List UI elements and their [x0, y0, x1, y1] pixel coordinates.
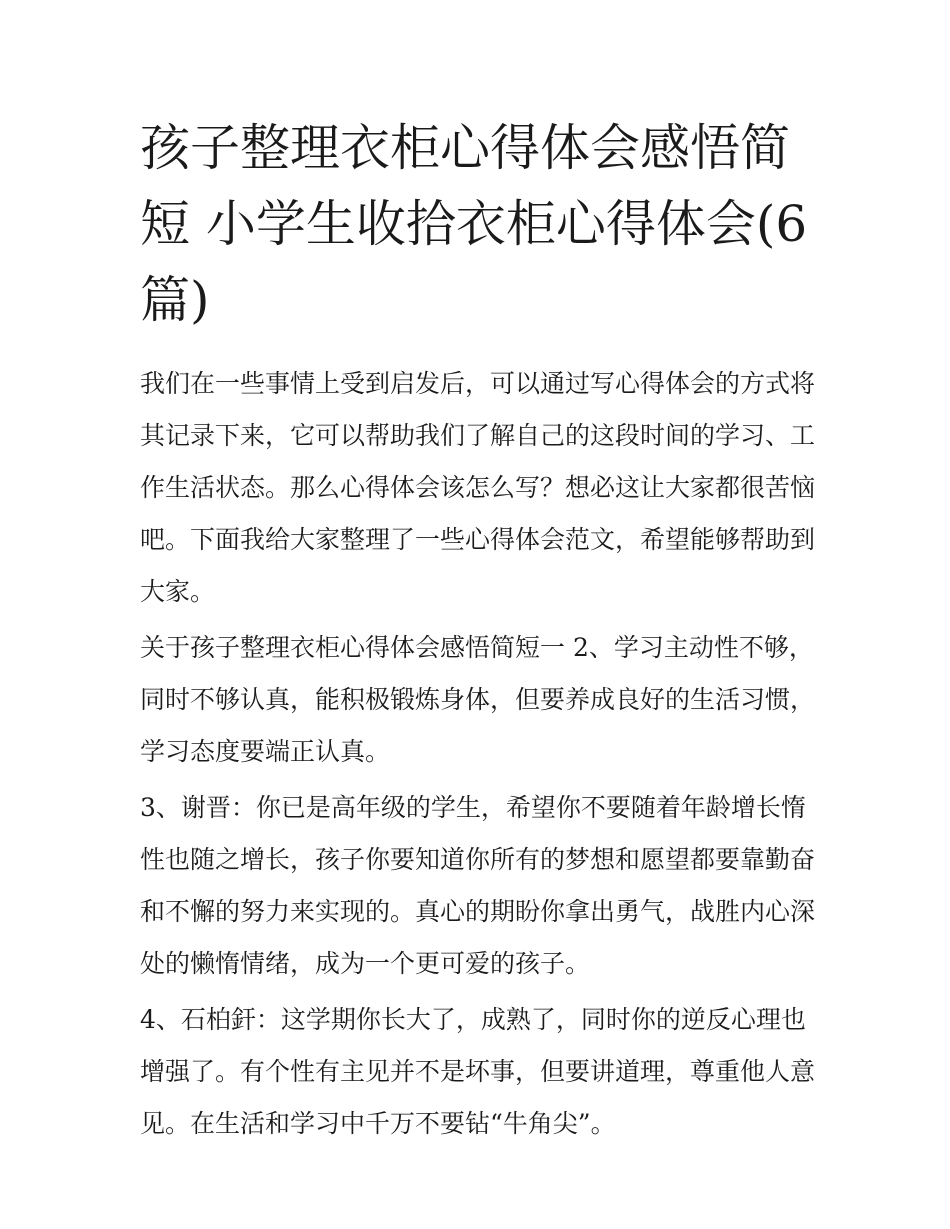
- paragraph-item-3: 3、谢晋：你已是高年级的学生，希望你不要随着年龄增长惰性也随之增长，孩子你要知道你所有的梦想和愿望都要靠勤奋和不懈的努力来实现的。真心的期盼你拿出勇气，战胜内心深处的懒惰情绪，成为一个更可爱的孩子。: [140, 793, 816, 978]
- paragraph-section-1: 关于孩子整理衣柜心得体会感悟简短一 2、学习主动性不够，同时不够认真，能积极锻炼身体，但要养成良好的生活习惯，学习态度要端正认真。: [140, 633, 816, 766]
- document-title: 孩子整理衣柜心得体会感悟简短 小学生收拾衣柜心得体会(6篇): [140, 119, 808, 329]
- document-body: [140, 358, 820, 1154]
- paragraph-item-4: 4、石柏釬：这学期你长大了，成熟了，同时你的逆反心理也增强了。有个性有主见并不是坏事，但要讲道理，尊重他人意见。在生活和学习中千万不要钻“牛角尖”。: [140, 1005, 816, 1138]
- paragraph-intro: 我们在一些事情上受到启发后，可以通过写心得体会的方式将其记录下来，它可以帮助我们了解自己的这段时间的学习、工作生活状态。那么心得体会该怎么写？想必这让大家都很苦恼吧。下面我给大家整理了一些心得体会范文，希望能够帮助到大家。: [140, 369, 816, 606]
